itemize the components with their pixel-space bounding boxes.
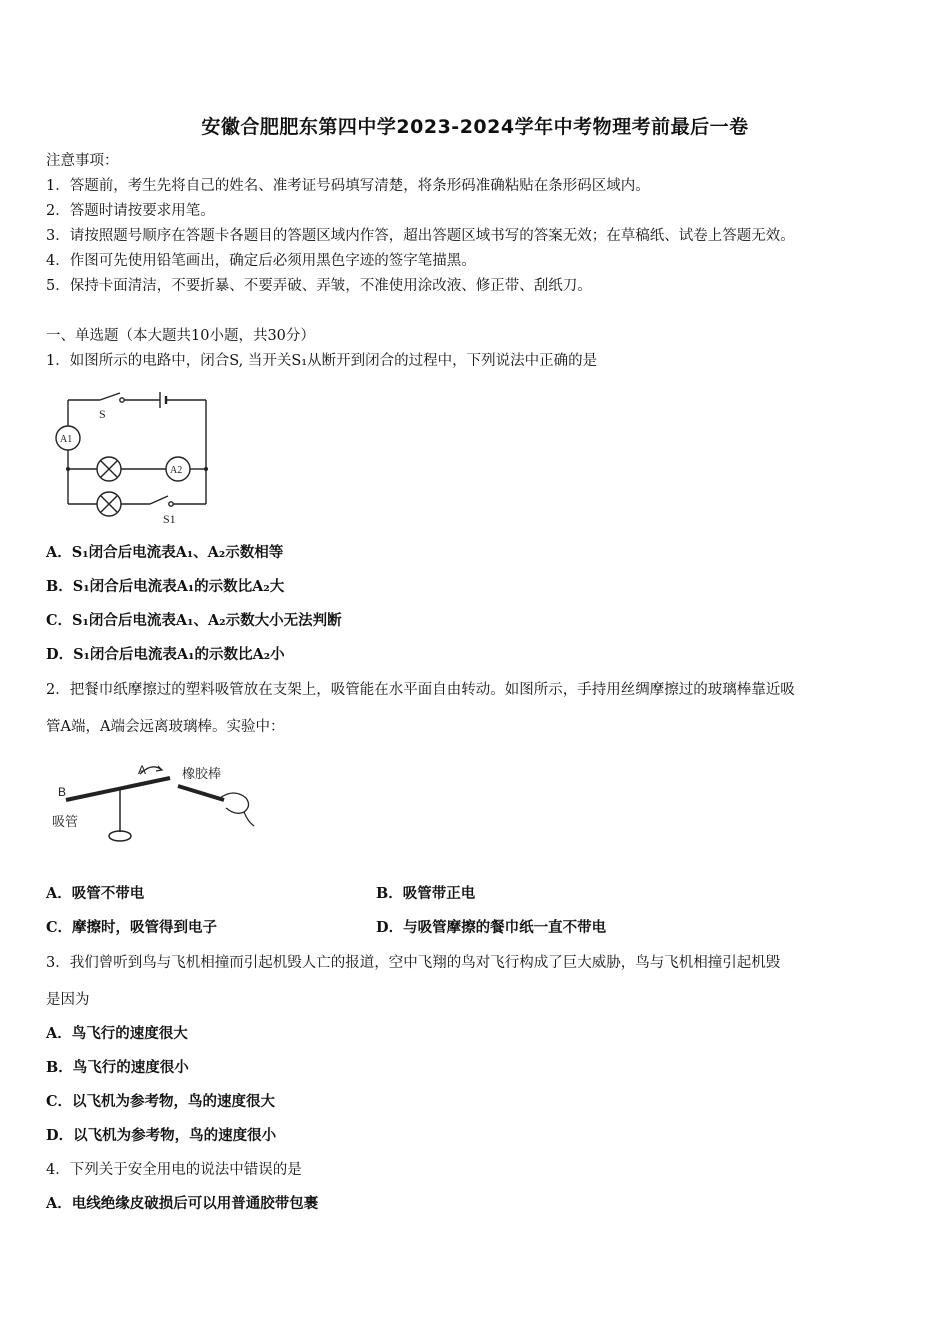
q2-option-d: D．与吸管摩擦的餐巾纸一直不带电 xyxy=(376,919,607,936)
junction-dot xyxy=(204,467,208,471)
notice-item-4: 4．作图可先使用铅笔画出，确定后必须用黑色字迹的签字笔描黑。 xyxy=(46,253,476,269)
straw-end-a-label: A xyxy=(138,763,147,777)
notice-item-2: 2．答题时请按要求用笔。 xyxy=(46,203,215,219)
q1-stem: 1．如图所示的电路中，闭合S, 当开关S₁从断开到闭合的过程中，下列说法中正确的是 xyxy=(46,353,598,369)
circuit-diagram xyxy=(50,383,215,528)
q1-option-a: A．S₁闭合后电流表A₁、A₂示数相等 xyxy=(46,544,284,561)
notice-item-5: 5．保持卡面清洁，不要折暴、不要弄破、弄皱，不准使用涂改液、修正带、刮纸刀。 xyxy=(46,278,592,294)
page-title: 安徽合肥肥东第四中学2023-2024学年中考物理考前最后一卷 xyxy=(201,116,749,138)
q2-stem-line2: 管A端，A端会远离玻璃棒。实验中： xyxy=(46,719,285,735)
q2-option-c: C．摩擦时，吸管得到电子 xyxy=(46,919,218,936)
notice-item-1: 1．答题前，考生先将自己的姓名、准考证号码填写清楚，将条形码准确粘贴在条形码区域内。 xyxy=(46,178,650,194)
q4-option-a: A．电线绝缘皮破损后可以用普通胶带包裹 xyxy=(46,1195,319,1212)
notice-heading: 注意事项： xyxy=(46,153,119,169)
rod-label: 橡胶棒 xyxy=(182,766,222,781)
q4-stem: 4．下列关于安全用电的说法中错误的是 xyxy=(46,1162,302,1178)
junction-dot xyxy=(66,467,70,471)
q3-stem-line1: 3．我们曾听到鸟与飞机相撞而引起机毁人亡的报道，空中飞翔的鸟对飞行构成了巨大威胁，鸟与飞机相撞引起机毁 xyxy=(46,955,781,971)
q3-option-b: B．鸟飞行的速度很小 xyxy=(46,1059,189,1076)
ammeter-a1-label: A1 xyxy=(60,434,73,445)
q3-option-d: D．以飞机为参考物，鸟的速度很小 xyxy=(46,1127,277,1144)
straw-label: 吸管 xyxy=(52,814,79,829)
straw-end-b-label: B xyxy=(58,785,67,799)
q1-option-b: B．S₁闭合后电流表A₁的示数比A₂大 xyxy=(46,578,285,595)
q2-option-b: B．吸管带正电 xyxy=(376,885,476,902)
straw-experiment-diagram xyxy=(48,748,263,853)
q1-option-d: D．S₁闭合后电流表A₁的示数比A₂小 xyxy=(46,646,285,663)
notice-item-3: 3．请按照题号顺序在答题卡各题目的答题区域内作答，超出答题区域书写的答案无效；在草稿纸、试卷上答题无效。 xyxy=(46,228,795,244)
section-heading: 一、单选题（本大题共10小题，共30分） xyxy=(46,328,315,344)
q3-option-c: C．以飞机为参考物，鸟的速度很大 xyxy=(46,1093,276,1110)
q1-option-c: C．S₁闭合后电流表A₁、A₂示数大小无法判断 xyxy=(46,612,342,629)
q3-stem-line2: 是因为 xyxy=(46,992,90,1008)
q3-option-a: A．鸟飞行的速度很大 xyxy=(46,1025,188,1042)
ammeter-a2-label: A2 xyxy=(170,465,183,476)
switch-s1-label: S1 xyxy=(163,512,176,526)
q2-option-a: A．吸管不带电 xyxy=(46,885,145,902)
q2-stem-line1: 2．把餐巾纸摩擦过的塑料吸管放在支架上，吸管能在水平面自由转动。如图所示，手持用丝绸摩擦过的玻璃棒靠近吸 xyxy=(46,682,795,698)
switch-s-label: S xyxy=(99,407,106,421)
